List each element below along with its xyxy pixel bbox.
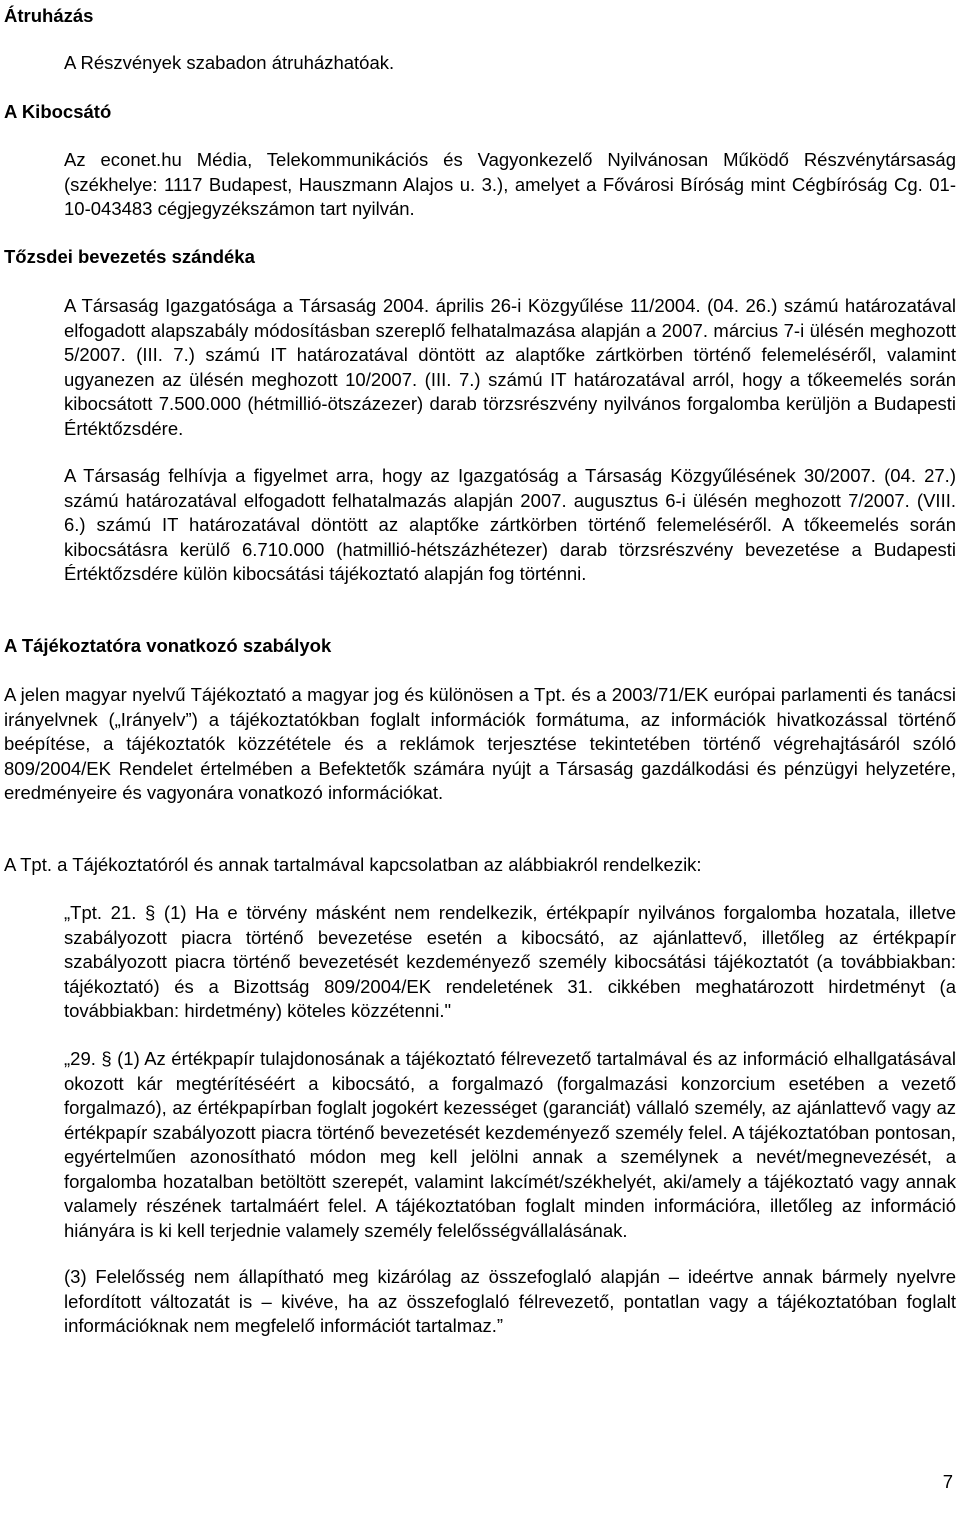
- quote-tpt-29: „29. § (1) Az értékpapír tulajdonosának a tájékoztató félrevezető tartalmával és az információ elhallgatásával okozott kár megtérítéséért a kibocsátó, a forgalmazó (forgalmazási konzorcium esetében a vezető forgalmazó), az értékpapírban foglalt jogokért kezességet (garanciát) vállaló személy, az ajánlattevő vagy az értékpapír szabályozott piacra történő bevezetését kezdeményező személy felel. A tájékoztatóban pontosan, egyértelműen azonosítható módon meg kell jelölni annak a személynek a nevét/megnevezését, a forgalomba hozatalban betöltött szerepét, valamint lakcímét/székhelyét, aki/amely a tájékoztató vagy annak valamely részének tartalmáért felel. A tájékoztatóban foglalt minden információra, illetőleg az információ hiányára is ki kell terjednie valamely személy felelősségvállalásának.: [64, 1048, 956, 1241]
- quote-tpt-21: „Tpt. 21. § (1) Ha e törvény másként nem rendelkezik, értékpapír nyilvános forgalomba hozatala, illetve szabályozott piacra történő bevezetése esetén a kibocsátó, az ajánlattevő, illetőleg az értékpapír szabályozott piacra történő bevezetését kezdeményező személy kibocsátási tájékoztatót (a továbbiakban: tájékoztató) és a Bizottság 809/2004/EK rendeletének 31. cikkében meghatározott hirdetményt (a továbbiakban: hirdetmény) köteles közzétenni.": [64, 902, 956, 1021]
- transfer-text: A Részvények szabadon átruházhatóak.: [64, 52, 395, 73]
- quote-tpt-29-3: (3) Felelősség nem állapítható meg kizárólag az összefoglaló alapján – ideértve annak bármely nyelvre lefordított változatát is – kivéve, ha az összefoglaló félrevezető, pontatlan vagy a tájékoztatóban foglalt információknak nem megfelelő információt tartalmaz.”: [64, 1266, 956, 1336]
- heading-rules: A Tájékoztatóra vonatkozó szabályok: [4, 635, 332, 656]
- page-number: 7: [942, 1471, 953, 1492]
- rules-paragraph-2: A Tpt. a Tájékoztatóról és annak tartalmával kapcsolatban az alábbiakról rendelkezik:: [4, 854, 702, 875]
- issuer-text: Az econet.hu Média, Telekommunikációs és Vagyonkezelő Nyilvánosan Működő Részvénytársaság (székhelye: 1117 Budapest, Hauszmann Alajos u. 3.), amelyet a Fővárosi Bíróság mint Cégbíróság Cg. 01-10-043483 cégjegyzékszámon tart nyilván.: [64, 149, 956, 219]
- listing-paragraph-2: A Társaság felhívja a figyelmet arra, hogy az Igazgatóság a Társaság Közgyűlésének 30/2007. (04. 27.) számú határozatával elfogadott felhatalmazás alapján 2007. augusztus 6-i ülésén meghozott 7/2007. (VIII. 6.) számú IT határozatával döntött az alaptőke zártkörben történő felemeléséről. A tőkeemelés során kibocsátásra kerülő 6.710.000 (hatmillió-hétszázhétezer) darab törzsrészvény bevezetése a Budapesti Értéktőzsdére külön kibocsátási tájékoztató alapján fog történni.: [64, 465, 956, 584]
- heading-issuer: A Kibocsátó: [4, 101, 112, 122]
- listing-paragraph-1: A Társaság Igazgatósága a Társaság 2004. április 26-i Közgyűlése 11/2004. (04. 26.) számú határozatával elfogadott alapszabály módosításban szereplő felhatalmazása alapján a 2007. március 7-i ülésén meghozott 5/2007. (III. 7.) számú IT határozatával döntött az alaptőke zártkörben történő felemeléséről, valamint ugyanezen az ülésén meghozott 10/2007. (III. 7.) számú IT határozatával arról, hogy a tőkeemelés során kibocsátott 7.500.000 (hétmillió-ötszázezer) darab törzsrészvény nyilvános forgalomba kerüljön a Budapesti Értéktőzsdére.: [64, 295, 956, 439]
- heading-transfer: Átruházás: [4, 5, 94, 26]
- heading-listing: Tőzsdei bevezetés szándéka: [4, 246, 255, 267]
- rules-paragraph-1: A jelen magyar nyelvű Tájékoztató a magyar jog és különösen a Tpt. és a 2003/71/EK európai parlamenti és tanácsi irányelvnek („Irányelv”) a tájékoztatókban foglalt információk formátuma, az információk hivatkozással történő beépítése, a tájékoztatók közzététele és a reklámok terjesztése tekintetében történő végrehajtásáról szóló 809/2004/EK Rendelet értelmében a Befektetők számára nyújt a Társaság gazdálkodási és pénzügyi helyzetére, eredményeire és vagyonára vonatkozó információkat.: [4, 684, 956, 803]
